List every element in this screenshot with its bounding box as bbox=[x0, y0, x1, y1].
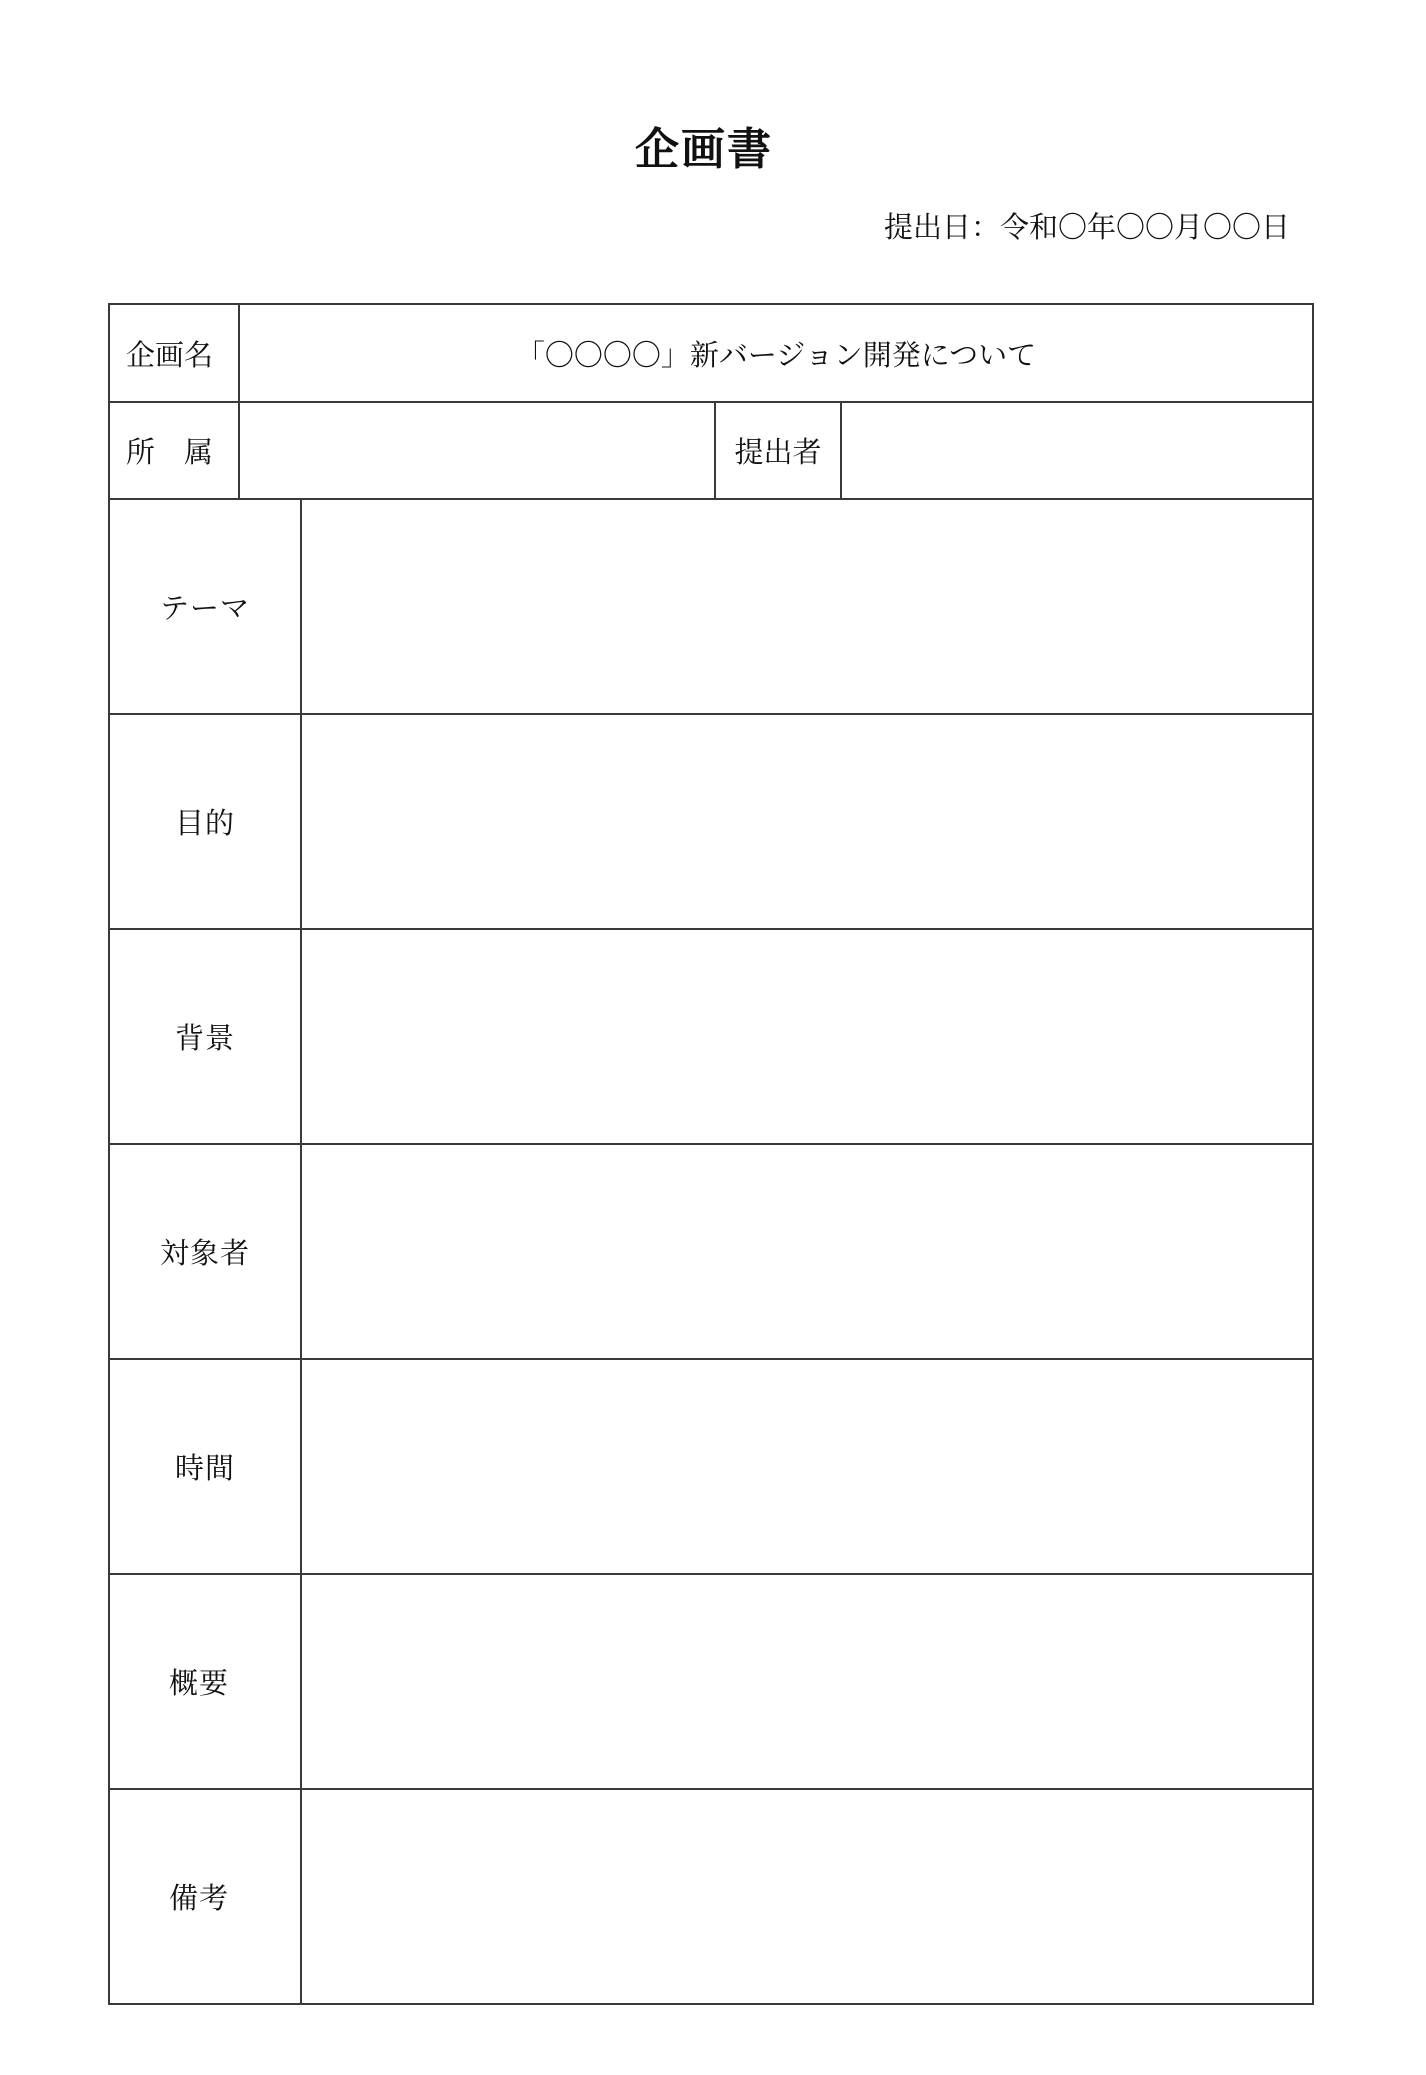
section-row-theme bbox=[110, 498, 1312, 713]
project-name-row bbox=[110, 305, 1312, 401]
affiliation-row bbox=[110, 401, 1312, 498]
section-field-target[interactable] bbox=[300, 1145, 1312, 1358]
section-row-purpose bbox=[110, 713, 1312, 928]
affiliation-field[interactable] bbox=[238, 403, 714, 498]
section-label-background: 背景 bbox=[174, 1021, 235, 1055]
section-label-theme: テーマ bbox=[159, 591, 250, 625]
submitter-field[interactable] bbox=[840, 403, 1312, 498]
affiliation-label: 所 属 bbox=[126, 435, 214, 469]
section-field-background[interactable] bbox=[300, 930, 1312, 1143]
section-row-target bbox=[110, 1143, 1312, 1358]
section-field-purpose[interactable] bbox=[300, 715, 1312, 928]
section-row-background bbox=[110, 928, 1312, 1143]
section-row-overview bbox=[110, 1573, 1312, 1788]
section-label-time: 時間 bbox=[174, 1451, 235, 1485]
section-field-time[interactable] bbox=[300, 1360, 1312, 1573]
section-label-remarks: 備考 bbox=[168, 1881, 229, 1915]
section-row-remarks bbox=[110, 1788, 1312, 2003]
document-title: 企画書 bbox=[635, 124, 773, 175]
section-field-theme[interactable] bbox=[300, 500, 1312, 713]
section-label-overview: 概要 bbox=[168, 1666, 229, 1700]
proposal-form-table bbox=[108, 303, 1314, 2005]
submission-date: 提出日：令和〇年〇〇月〇〇日 bbox=[883, 210, 1290, 244]
project-name-label: 企画名 bbox=[126, 337, 214, 372]
section-row-time bbox=[110, 1358, 1312, 1573]
section-label-target: 対象者 bbox=[159, 1236, 250, 1270]
section-field-overview[interactable] bbox=[300, 1575, 1312, 1788]
section-label-purpose: 目的 bbox=[174, 806, 235, 840]
section-field-remarks[interactable] bbox=[300, 1790, 1312, 2003]
submitter-label: 提出者 bbox=[714, 403, 840, 498]
project-name-field[interactable]: 「〇〇〇〇」新バージョン開発について bbox=[238, 305, 1312, 401]
